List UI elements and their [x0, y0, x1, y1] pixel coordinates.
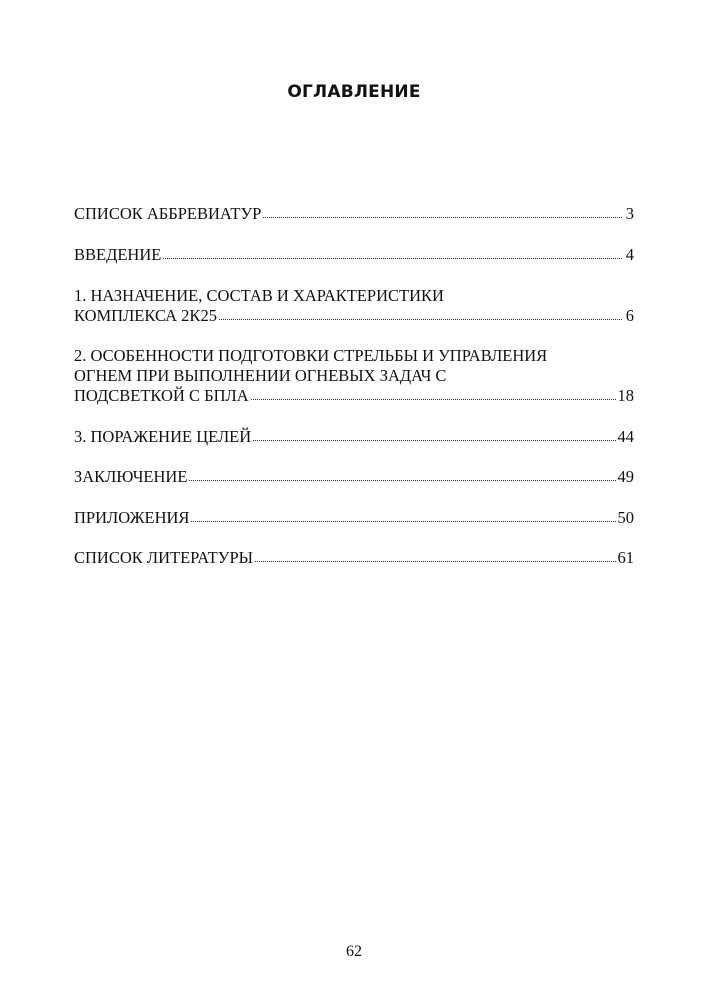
toc-entry-section-2[interactable] — [74, 346, 634, 406]
dot-leader — [263, 216, 622, 218]
toc-entry-appendices[interactable] — [74, 508, 634, 528]
toc-entry-line — [74, 427, 634, 447]
toc-entry-page: 6 — [625, 306, 634, 325]
toc-entry-title: ПРИЛОЖЕНИЯ — [74, 508, 190, 527]
toc-entry-page: 61 — [617, 548, 634, 567]
toc-entry-abbreviations[interactable] — [74, 204, 634, 224]
toc-entry-page: 44 — [617, 427, 634, 446]
toc-entry-title-line: 2. ОСОБЕННОСТИ ПОДГОТОВКИ СТРЕЛЬБЫ И УПРАВЛЕНИЯ — [74, 346, 548, 365]
toc-entry-title: ЗАКЛЮЧЕНИЕ — [74, 467, 188, 486]
page-number: 62 — [346, 943, 362, 960]
toc-entry-title: ПОДСВЕТКОЙ С БПЛА — [74, 386, 249, 405]
toc-entry-title: СПИСОК ЛИТЕРАТУРЫ — [74, 548, 254, 567]
toc-entry-line — [74, 245, 634, 265]
toc-entry-references[interactable] — [74, 548, 634, 568]
toc-entry-title: КОМПЛЕКСА 2К25 — [74, 306, 217, 325]
toc-entry-title-line: 1. НАЗНАЧЕНИЕ, СОСТАВ И ХАРАКТЕРИСТИКИ — [74, 286, 444, 305]
toc-entry-title: 3. ПОРАЖЕНИЕ ЦЕЛЕЙ — [74, 427, 252, 446]
toc-entry-line — [74, 306, 634, 326]
dot-leader — [189, 479, 615, 481]
toc-entry-line — [74, 508, 634, 528]
toc-entry-section-1[interactable] — [74, 286, 634, 326]
toc-entry-page: 50 — [617, 508, 634, 527]
page-title: ОГЛАВЛЕНИЕ — [287, 82, 421, 102]
toc-entry-line — [74, 386, 634, 406]
toc-entry-page: 3 — [625, 204, 634, 223]
toc-entry-page: 49 — [617, 467, 634, 486]
dot-leader — [251, 398, 616, 400]
dot-leader — [163, 257, 622, 259]
toc-entry-title-line: ОГНЕМ ПРИ ВЫПОЛНЕНИИ ОГНЕВЫХ ЗАДАЧ С — [74, 366, 447, 385]
dot-leader — [253, 439, 615, 441]
toc-entry-line — [74, 548, 634, 568]
toc-entry-title: СПИСОК АББРЕВИАТУР — [74, 204, 262, 223]
toc-entry-page: 4 — [625, 245, 634, 264]
dot-leader — [255, 560, 615, 562]
toc-entry-conclusion[interactable] — [74, 467, 634, 487]
dot-leader — [191, 520, 615, 522]
toc-entry-title: ВВЕДЕНИЕ — [74, 245, 162, 264]
toc-entry-page: 18 — [617, 386, 634, 405]
toc-entry-line — [74, 467, 634, 487]
dot-leader — [219, 318, 622, 320]
toc-entry-introduction[interactable] — [74, 245, 634, 265]
toc-entry-section-3[interactable] — [74, 427, 634, 447]
toc-entry-line — [74, 204, 634, 224]
